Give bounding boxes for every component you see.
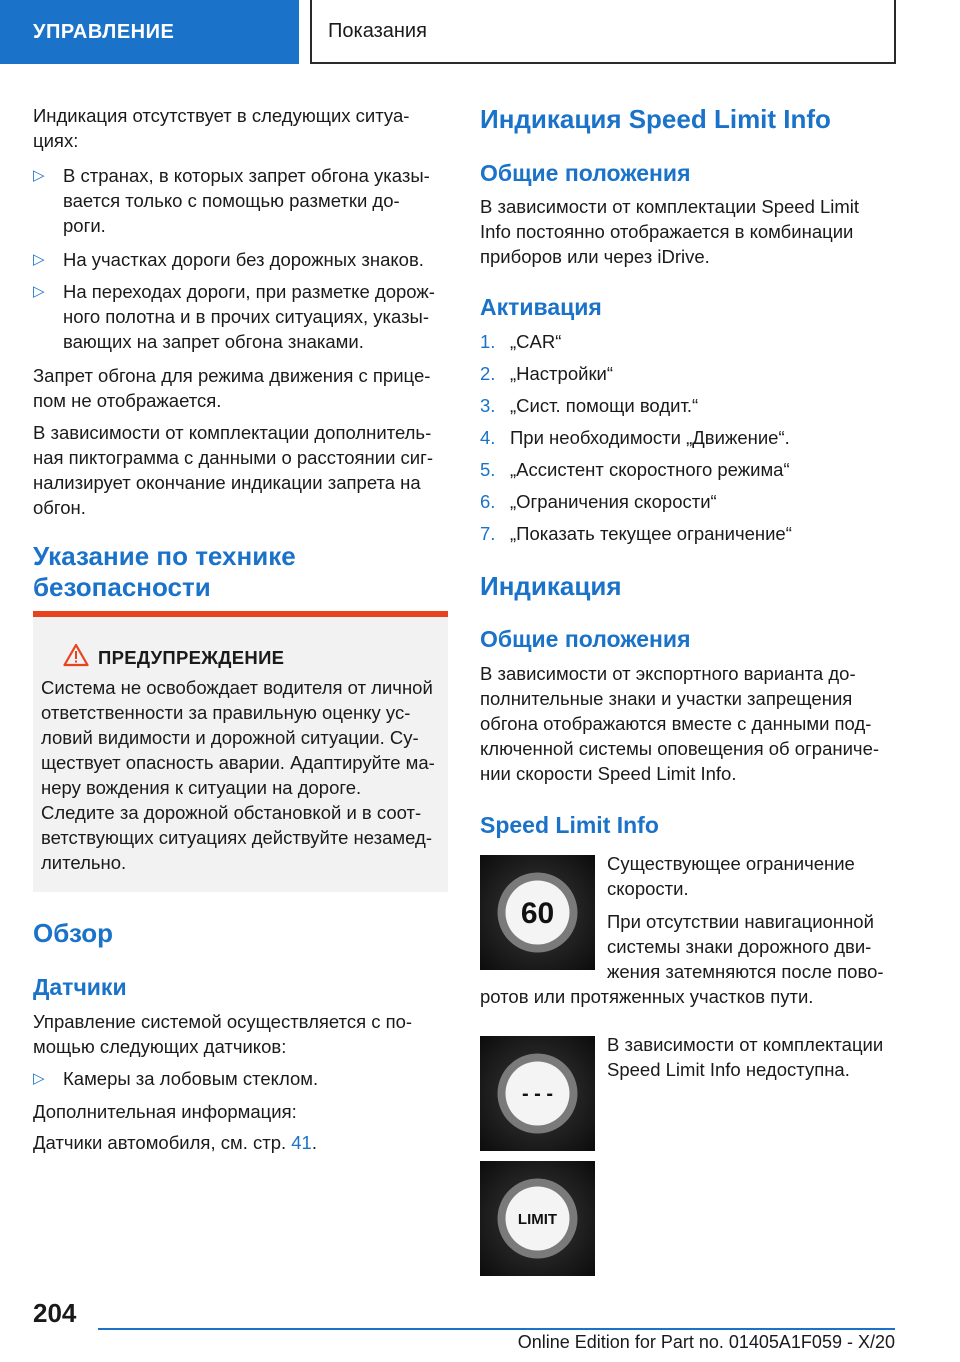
chapter-title: Показания [310,0,896,64]
step-item [480,361,613,386]
step-item [480,457,790,482]
page-number: 204 [33,1298,77,1328]
sensors-heading: Датчики [33,974,127,1000]
step-item [480,393,698,418]
step-text: „CAR“ [510,331,562,352]
step-number: 5. [480,459,496,480]
footer-edition: Online Edition for Part no. 01405A1F059 - X/20 [517,1332,895,1352]
step-item [480,329,561,354]
distance-note: В зависимости от комплектации дополнитель- ная пиктограмма с данными о расстоянии сиг- нализирует окончание индикации запрета на обгон. [33,422,434,518]
trailer-note: Запрет обгона для режима движения с прице- пом не отображается. [33,365,431,411]
general-text: В зависимости от комплектации Speed Limit Info постоянно отображается в комбинации приборов или через iDrive. [480,196,860,267]
step-text: „Показать текущее ограничение“ [510,523,792,544]
activation-heading: Активация [480,294,602,320]
display-general-text: В зависимости от экспортного варианта до- полнительные знаки и участки запрещения обгона отображаются вместе с данными под- ключенной системы оповещения об ограниче- нии скорости Speed Limit Info. [480,663,880,784]
speed-limit-heading: Индикация Speed Limit Info [480,104,831,134]
step-number: 3. [480,395,496,416]
list-item: ▷ На переходах дороги, при разметке дорож- ного полотна и в прочих ситуациях, указы- вающих на запрет обгона знаками. [33,279,478,354]
step-text: „Сист. помощи водит.“ [510,395,699,416]
sign1-caption: Существующее ограничение скорости. [607,853,855,899]
sign1-caption-2: При отсутствии навигационной системы знаки дорожного дви- жения затемняются после пово- [607,911,884,982]
overview-heading: Обзор [33,918,113,948]
step-item [480,521,792,546]
footer-divider [98,1328,895,1330]
sensors-ref-text: Датчики автомобиля, см. стр. [33,1132,292,1153]
sign-value-60: 60 [520,897,555,930]
list-item: ▷ На участках дороги без дорожных знаков. [33,247,478,272]
no-limit-sign-image [480,1036,595,1151]
step-item [480,425,790,450]
intro-text: Индикация отсутствует в следующих ситуа- циях: [33,105,410,151]
page-link[interactable]: 41 [291,1132,312,1153]
list-item: ▷ В странах, в которых запрет обгона указы- вается только с помощью разметки до- роги. [33,163,478,238]
step-text: „Настройки“ [510,363,614,384]
sign2-caption: В зависимости от комплектации Speed Limit Info недоступна. [607,1034,884,1080]
more-info-label: Дополнительная информация: [33,1101,297,1122]
sli-heading: Speed Limit Info [480,812,659,838]
step-item [480,489,717,514]
safety-heading: Указание по технике безопасности [33,541,296,602]
warning-triangle-icon [63,643,89,667]
step-number: 1. [480,331,496,352]
general-heading: Общие положения [480,160,691,186]
speed-limit-sign-image [480,855,595,970]
warning-box [33,611,448,892]
warning-title: ПРЕДУПРЕЖДЕНИЕ [98,647,285,668]
sensors-reference [33,1130,448,1155]
step-text: При необходимости „Движение“. [510,427,790,448]
warning-text: Система не освобождает водителя от личной ответственности за правильную оценку ус- ловий видимости и дорожной ситуации. Су- ществует опасность аварии. Адаптируйте ма- неру вождения к ситуации на дороге. Следите за дорожной обстановкой и в соот- ветствующих ситуациях действуйте незамед- лительно. [41,677,435,873]
step-number: 7. [480,523,496,544]
list-item: ▷ Камеры за лобовым стеклом. [33,1066,478,1091]
step-number: 4. [480,427,496,448]
step-number: 6. [480,491,496,512]
sensors-ref-end: . [311,1132,317,1153]
section-tab: УПРАВЛЕНИЕ [0,0,299,64]
step-text: „Ограничения скорости“ [510,491,717,512]
limit-sign-image [480,1161,595,1276]
display-general-heading: Общие положения [480,626,691,652]
step-number: 2. [480,363,496,384]
sign-value-limit: LIMIT [517,1211,558,1228]
sign1-caption-3: ротов или протяженных участков пути. [480,986,814,1007]
sensors-text: Управление системой осуществляется с по- мощью следующих датчиков: [33,1011,413,1057]
step-text: „Ассистент скоростного режима“ [510,459,790,480]
display-heading: Индикация [480,571,622,601]
sign-value-dashes: - - - [521,1083,554,1105]
